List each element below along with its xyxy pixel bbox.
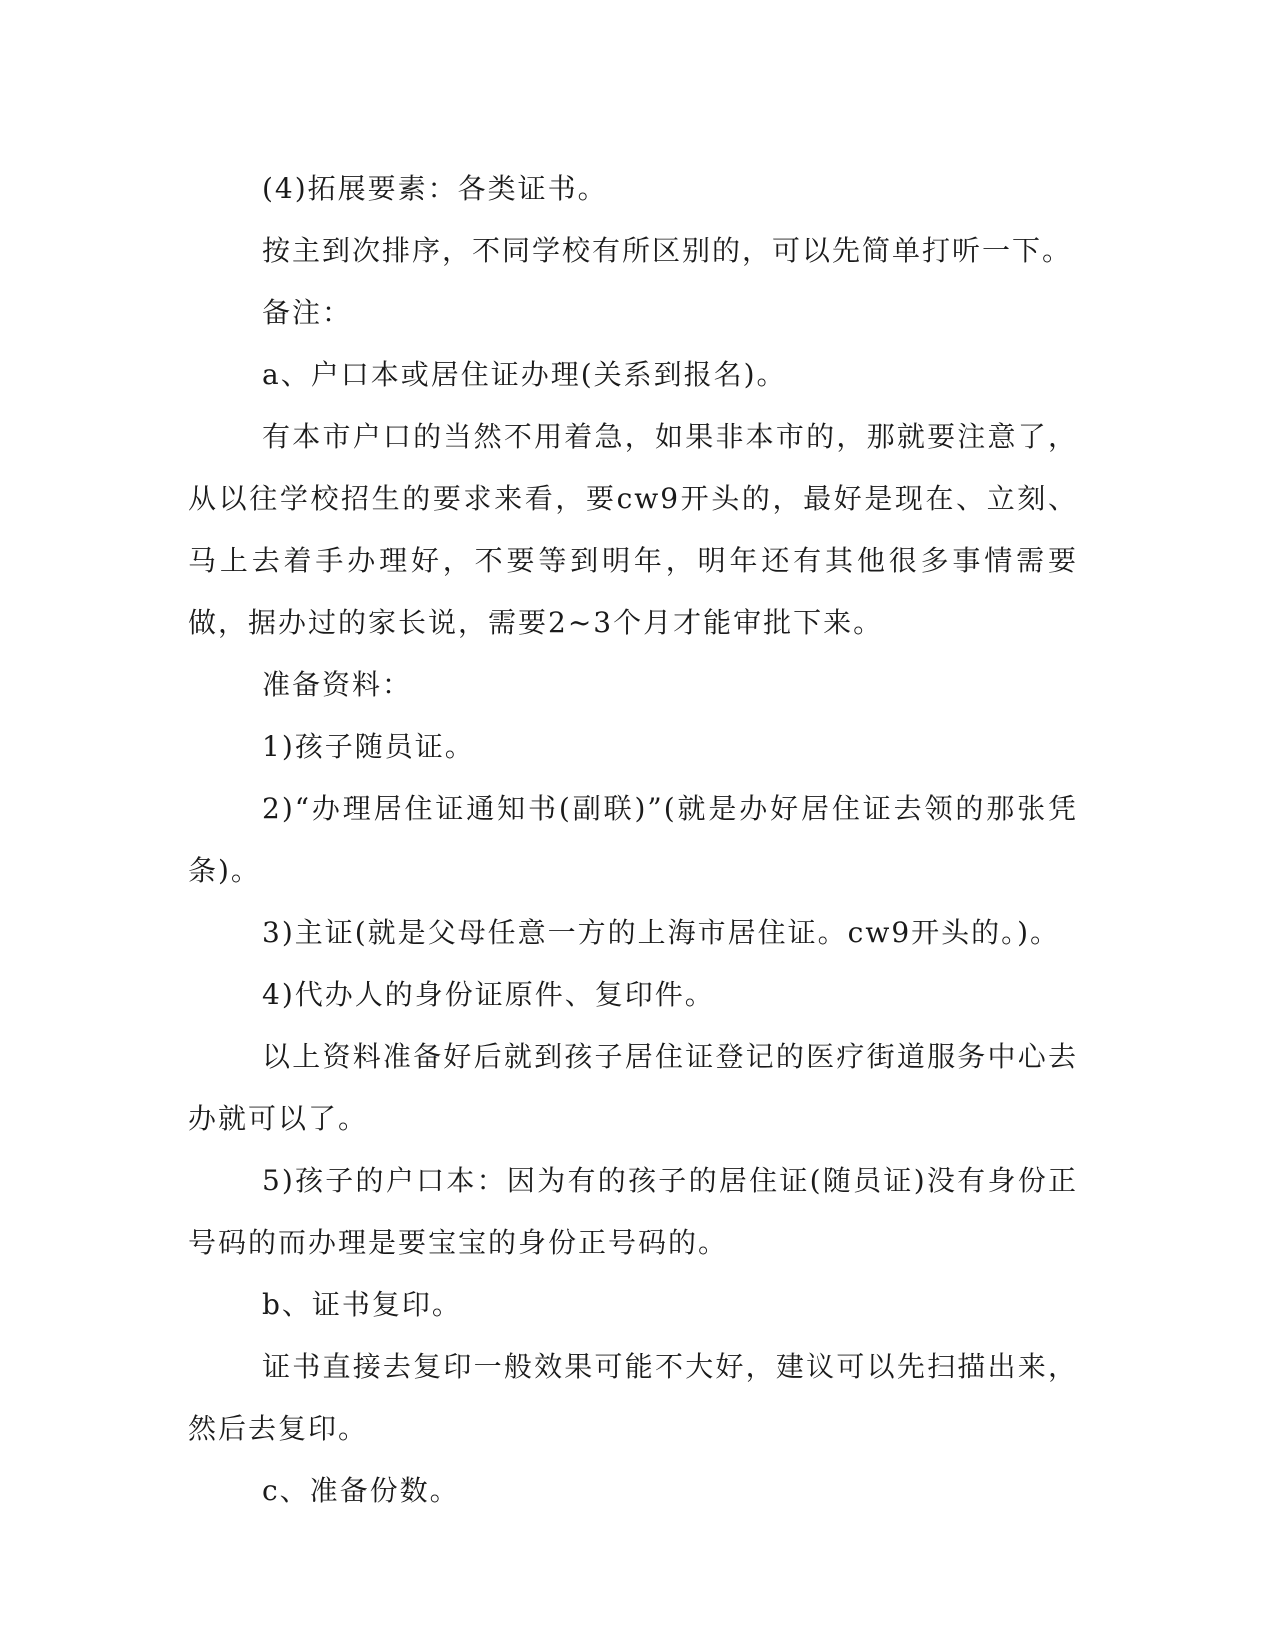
paragraph-remarks-heading: 备注： <box>262 296 353 329</box>
paragraph-item-a: a、户口本或居住证办理(关系到报名)。 <box>262 358 787 391</box>
paragraph-material-1: 1)孩子随员证。 <box>262 730 475 763</box>
paragraph-material-3: 3)主证(就是父母任意一方的上海市居住证。cw9开头的。)。 <box>262 916 1061 949</box>
paragraph-ordering-note: 按主到次排序，不同学校有所区别的，可以先简单打听一下。 <box>262 234 1073 267</box>
paragraph-material-2: 2)“办理居住证通知书(副联)”(就是办好居住证去领的那张凭条)。 <box>188 792 1078 887</box>
paragraph-submission-note: 以上资料准备好后就到孩子居住证登记的医疗街道服务中心去办就可以了。 <box>188 1040 1078 1135</box>
paragraph-materials-heading: 准备资料： <box>262 668 413 701</box>
paragraph-copy-advice: 证书直接去复印一般效果可能不大好，建议可以先扫描出来，然后去复印。 <box>188 1350 1078 1445</box>
paragraph-material-4: 4)代办人的身份证原件、复印件。 <box>262 978 715 1011</box>
paragraph-material-5: 5)孩子的户口本：因为有的孩子的居住证(随员证)没有身份正号码的而办理是要宝宝的身份正号码的。 <box>188 1164 1078 1259</box>
paragraph-item-c: c、准备份数。 <box>262 1474 460 1507</box>
paragraph-extension-elements: (4)拓展要素：各类证书。 <box>262 172 608 205</box>
paragraph-residence-advice: 有本市户口的当然不用着急，如果非本市的，那就要注意了，从以往学校招生的要求来看，要cw9开头的，最好是现在、立刻、马上去着手办理好，不要等到明年，明年还有其他很多事情需要做，据办过的家长说，需要2~3个月才能审批下来。 <box>188 420 1078 639</box>
document-body <box>188 158 1078 1522</box>
paragraph-item-b: b、证书复印。 <box>262 1288 462 1321</box>
